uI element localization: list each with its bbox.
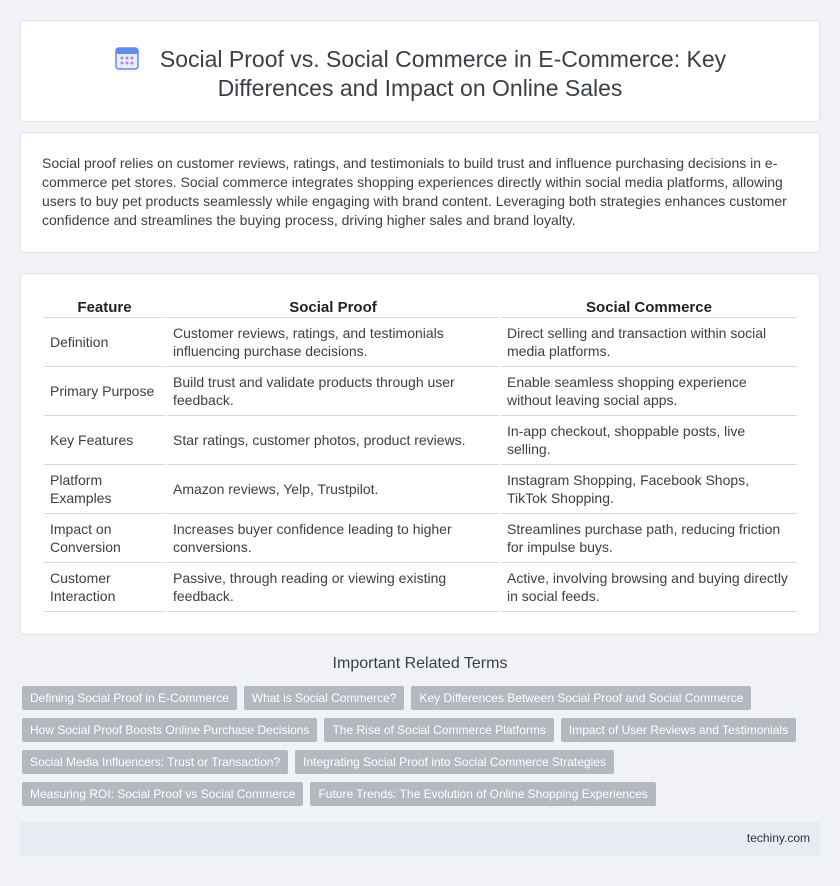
related-term-tag[interactable]: How Social Proof Boosts Online Purchase Decisions	[22, 718, 317, 742]
comparison-table	[42, 296, 799, 612]
social-commerce-cell: Streamlines purchase path, reducing friction for impulse buys.	[501, 514, 797, 563]
social-commerce-cell: Direct selling and transaction within social media platforms.	[501, 318, 797, 367]
related-term-tag[interactable]: Key Differences Between Social Proof and Social Commerce	[411, 686, 751, 710]
table-header-row	[44, 296, 797, 318]
social-proof-cell: Star ratings, customer photos, product reviews.	[167, 416, 499, 465]
feature-cell: Key Features	[44, 416, 165, 465]
social-commerce-cell: Enable seamless shopping experience without leaving social apps.	[501, 367, 797, 416]
table-row	[44, 367, 797, 416]
calendar-icon	[114, 45, 140, 71]
header-social-proof: Social Proof	[167, 296, 499, 318]
related-terms-heading: Important Related Terms	[332, 655, 508, 672]
social-commerce-cell: Instagram Shopping, Facebook Shops, TikTok Shopping.	[501, 465, 797, 514]
social-commerce-cell: In-app checkout, shoppable posts, live selling.	[501, 416, 797, 465]
social-proof-cell: Passive, through reading or viewing existing feedback.	[167, 563, 499, 612]
related-term-tag[interactable]: Impact of User Reviews and Testimonials	[561, 718, 796, 742]
feature-cell: Platform Examples	[44, 465, 165, 514]
table-row	[44, 465, 797, 514]
header-feature: Feature	[44, 296, 165, 318]
table-row	[44, 514, 797, 563]
table-row	[44, 318, 797, 367]
related-term-tag[interactable]: Integrating Social Proof into Social Commerce Strategies	[295, 750, 614, 774]
intro-paragraph: Social proof relies on customer reviews, ratings, and testimonials to build trust and influence purchasing decisions in e-commerce pet stores. Social commerce integrates shopping experiences directly within social media platforms, allowing users to buy pet products seamlessly while engaging with brand content. Leveraging both strategies enhances customer confidence and streamlines the buying process, driving higher sales and brand loyalty.	[42, 155, 787, 228]
related-terms-row	[22, 718, 812, 742]
feature-cell: Definition	[44, 318, 165, 367]
social-proof-cell: Amazon reviews, Yelp, Trustpilot.	[167, 465, 499, 514]
table-row	[44, 563, 797, 612]
social-proof-cell: Increases buyer confidence leading to higher conversions.	[167, 514, 499, 563]
related-term-tag[interactable]: What is Social Commerce?	[244, 686, 405, 710]
header-social-commerce: Social Commerce	[501, 296, 797, 318]
related-term-tag[interactable]: The Rise of Social Commerce Platforms	[324, 718, 553, 742]
intro-card	[20, 132, 820, 253]
footer	[20, 822, 820, 856]
related-term-tag[interactable]: Future Trends: The Evolution of Online Shopping Experiences	[310, 782, 655, 806]
feature-cell: Primary Purpose	[44, 367, 165, 416]
table-row	[44, 416, 797, 465]
comparison-card	[20, 273, 820, 635]
related-terms-list	[22, 686, 812, 814]
social-proof-cell: Build trust and validate products through user feedback.	[167, 367, 499, 416]
page-title: Social Proof vs. Social Commerce in E-Commerce: Key Differences and Impact on Online Sales	[159, 46, 727, 101]
social-proof-cell: Customer reviews, ratings, and testimonials influencing purchase decisions.	[167, 318, 499, 367]
related-term-tag[interactable]: Social Media Influencers: Trust or Transaction?	[22, 750, 288, 774]
feature-cell: Customer Interaction	[44, 563, 165, 612]
related-terms-row	[22, 686, 812, 710]
title-card	[20, 20, 820, 122]
related-term-tag[interactable]: Defining Social Proof in E-Commerce	[22, 686, 237, 710]
related-terms-row	[22, 750, 812, 774]
feature-cell: Impact on Conversion	[44, 514, 165, 563]
social-commerce-cell: Active, involving browsing and buying directly in social feeds.	[501, 563, 797, 612]
footer-site-name[interactable]: techiny.com	[746, 831, 810, 845]
related-term-tag[interactable]: Measuring ROI: Social Proof vs Social Commerce	[22, 782, 303, 806]
related-terms-row	[22, 782, 812, 806]
page-title-wrap	[21, 45, 819, 103]
